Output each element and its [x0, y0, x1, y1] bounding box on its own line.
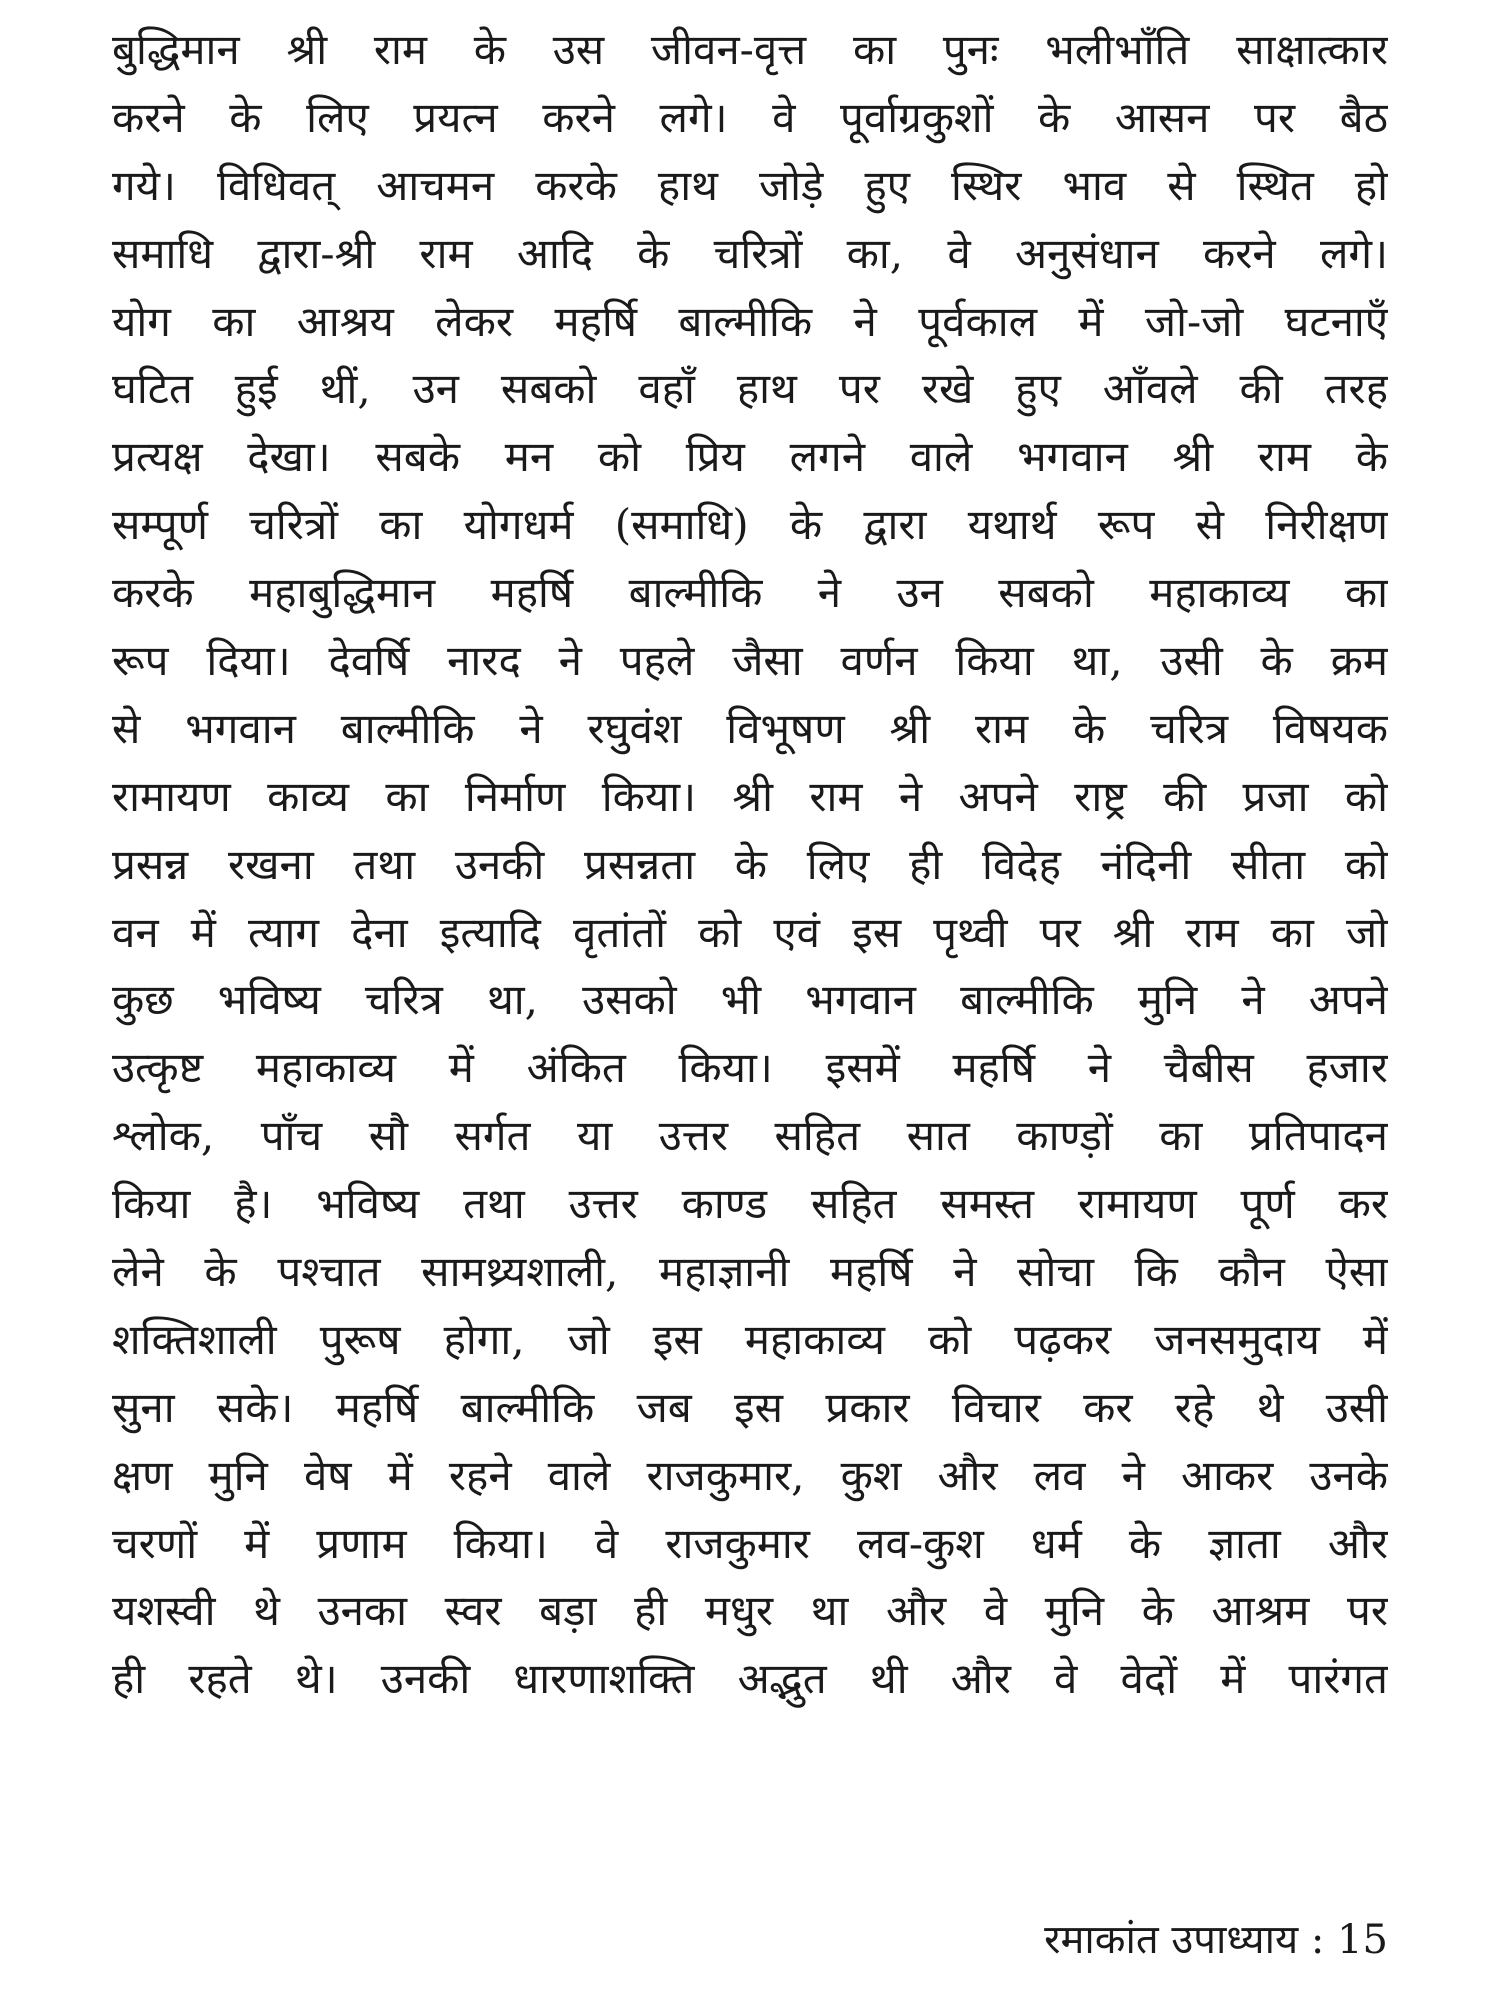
text-line-17: श्लोक, पाँच सौ सर्गत या उत्तर सहित सात काण्ड़ों का प्रतिपादन	[112, 1111, 1388, 1161]
text-line-25: ही रहते थे। उनकी धारणाशक्ति अद्भुत थी और वे वेदों में पारंगत	[112, 1654, 1388, 1704]
text-line-9: करके महाबुद्धिमान महर्षि बाल्मीकि ने उन सबको महाकाव्य का	[112, 568, 1388, 618]
text-line-7: प्रत्यक्ष देखा। सबके मन को प्रिय लगने वाले भगवान श्री राम के	[112, 432, 1388, 482]
text-line-15: कुछ भविष्य चरित्र था, उसको भी भगवान बाल्मीकि मुनि ने अपने	[112, 975, 1388, 1025]
text-line-10: रूप दिया। देवर्षि नारद ने पहले जैसा वर्णन किया था, उसी के क्रम	[112, 636, 1388, 686]
text-line-3: गये। विधिवत् आचमन करके हाथ जोड़े हुए स्थिर भाव से स्थित हो	[112, 160, 1388, 210]
text-line-21: सुना सके। महर्षि बाल्मीकि जब इस प्रकार विचार कर रहे थे उसी	[112, 1382, 1388, 1432]
text-line-13: प्रसन्न रखना तथा उनकी प्रसन्नता के लिए ही विदेह नंदिनी सीता को	[112, 839, 1388, 889]
text-line-23: चरणों में प्रणाम किया। वे राजकुमार लव-कुश धर्म के ज्ञाता और	[112, 1518, 1388, 1568]
text-line-19: लेने के पश्चात सामथ्र्यशाली, महाज्ञानी महर्षि ने सोचा कि कौन ऐसा	[112, 1247, 1388, 1297]
text-line-1: बुद्धिमान श्री राम के उस जीवन-वृत्त का पुनः भलीभाँति साक्षात्कार	[112, 25, 1388, 74]
text-line-6: घटित हुई थीं, उन सबको वहाँ हाथ पर रखे हुए आँवले की तरह	[112, 364, 1388, 414]
text-line-22: क्षण मुनि वेष में रहने वाले राजकुमार, कुश और लव ने आकर उनके	[112, 1450, 1388, 1500]
text-line-11: से भगवान बाल्मीकि ने रघुवंश विभूषण श्री राम के चरित्र विषयक	[112, 703, 1388, 753]
text-line-18: किया है। भविष्य तथा उत्तर काण्ड सहित समस्त रामायण पूर्ण कर	[112, 1179, 1388, 1229]
footer-separator: :	[1310, 1917, 1325, 1963]
text-line-12: रामायण काव्य का निर्माण किया। श्री राम ने अपने राष्ट्र की प्रजा को	[112, 771, 1388, 821]
text-line-14: वन में त्याग देना इत्यादि वृतांतों को एवं इस पृथ्वी पर श्री राम का जो	[112, 907, 1388, 957]
text-line-4: समाधि द्वारा-श्री राम आदि के चरित्रों का, वे अनुसंधान करने लगे।	[112, 228, 1388, 278]
body-paragraph	[112, 0, 1388, 1713]
text-line-5: योग का आश्रय लेकर महर्षि बाल्मीकि ने पूर्वकाल में जो-जो घटनाएँ	[112, 296, 1388, 346]
page-footer	[1044, 1910, 1388, 1965]
text-line-16: उत्कृष्ट महाकाव्य में अंकित किया। इसमें महर्षि ने चैबीस हजार	[112, 1043, 1388, 1093]
text-line-24: यशस्वी थे उनका स्वर बड़ा ही मधुर था और वे मुनि के आश्रम पर	[112, 1586, 1388, 1636]
text-line-20: शक्तिशाली पुरूष होगा, जो इस महाकाव्य को पढ़कर जनसमुदाय में	[112, 1314, 1388, 1364]
page-number: 15	[1337, 1917, 1388, 1963]
text-line-2: करने के लिए प्रयत्न करने लगे। वे पूर्वाग्रकुशों के आसन पर बैठ	[112, 92, 1388, 142]
footer-author: रमाकांत उपाध्याय	[1044, 1917, 1299, 1963]
text-line-8: सम्पूर्ण चरित्रों का योगधर्म (समाधि) के द्वारा यथार्थ रूप से निरीक्षण	[112, 500, 1388, 550]
